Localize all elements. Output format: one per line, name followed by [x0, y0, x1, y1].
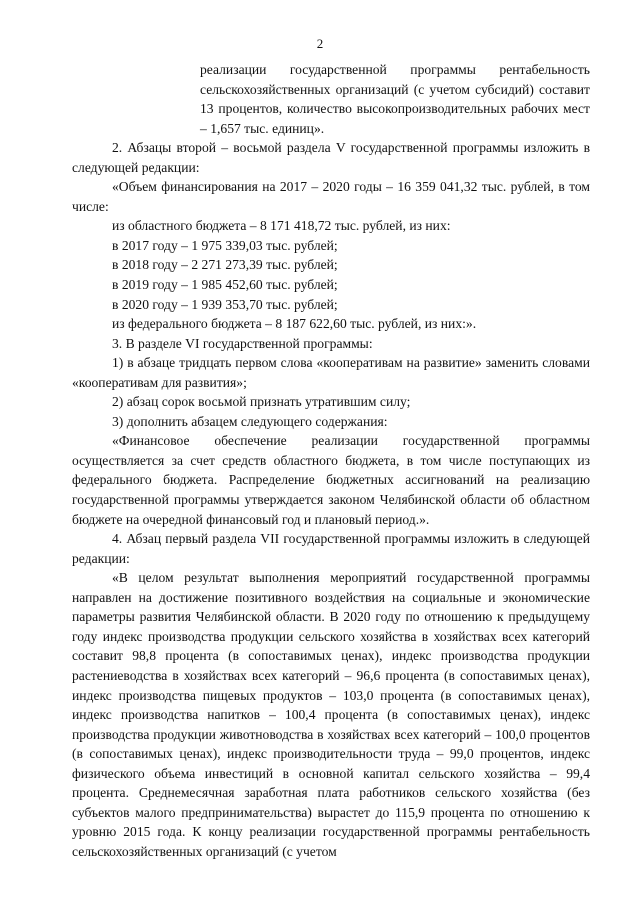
paragraph-year-2018: в 2018 году – 2 271 273,39 тыс. рублей;	[112, 257, 338, 273]
paragraph-continuation: реализации государственной программы рентабельность сельскохозяйственных организаций (с учетом субсидий) составит 13 процентов, количество высокопроизводительных рабочих мест – 1,657 тыс. единиц».	[200, 62, 590, 136]
paragraph-federal-budget: из федерального бюджета – 8 187 622,60 тыс. рублей, из них:».	[112, 316, 477, 332]
paragraph-item-3-2: 2) абзац сорок восьмой признать утратившим силу;	[112, 394, 411, 410]
paragraph-year-2017: в 2017 году – 1 975 339,03 тыс. рублей;	[112, 237, 338, 253]
paragraph-item-3-3: 3) дополнить абзацем следующего содержания:	[112, 413, 388, 429]
paragraph-item-3-1: 1) в абзаце тридцать первом слова «кооперативам на развитие» заменить словами «кооперативам для развития»;	[72, 355, 590, 390]
paragraph-year-2019: в 2019 году – 1 985 452,60 тыс. рублей;	[112, 277, 338, 293]
paragraph-regional-budget: из областного бюджета – 8 171 418,72 тыс. рублей, из них:	[112, 218, 451, 234]
paragraph-financial-support: «Финансовое обеспечение реализации государственной программы осуществляется за счет средств областного бюджета, в том числе поступающих из федерального бюджета. Распределение бюджетных ассигнований на реализацию государственной программы утверждается законом Челябинской области об областном бюджете на очередной финансовый год и плановый период.».	[72, 433, 590, 527]
paragraph-year-2020: в 2020 году – 1 939 353,70 тыс. рублей;	[112, 296, 338, 312]
paragraph-item-3: 3. В разделе VI государственной программы:	[112, 335, 373, 351]
document-body	[72, 60, 590, 861]
paragraph-results: «В целом результат выполнения мероприятий государственной программы направлен на достижение позитивного воздействия на социальные и экономические параметры развития Челябинской области. В 2020 году по отношению к предыдущему году индекс производства продукции сельского хозяйства в хозяйствах всех категорий составит 98,8 процента (в сопоставимых ценах), индекс производства продукции растениеводства в хозяйствах всех категорий – 96,6 процента (в сопоставимых ценах), индекс производства пищевых продуктов – 103,0 процента (в сопоставимых ценах), индекс производства напитков – 100,4 процента (в сопоставимых ценах), индекс производства продукции животноводства в хозяйствах всех категорий – 100,0 процентов (в сопоставимых ценах), индекс производительности труда – 99,0 процентов, индекс физического объема инвестиций в основной капитал сельского хозяйства – 99,4 процента. Среднемесячная заработная плата работников сельского хозяйства (без субъектов малого предпринимательства) вырастет до 115,9 процента по отношению к уровню 2015 года. К концу реализации государственной программы рентабельность сельскохозяйственных организаций (с учетом	[72, 570, 590, 859]
paragraph-financing-total: «Объем финансирования на 2017 – 2020 годы – 16 359 041,32 тыс. рублей, в том числе:	[72, 179, 590, 214]
page-number: 2	[316, 36, 324, 51]
paragraph-item-4: 4. Абзац первый раздела VII государственной программы изложить в следующей редакции:	[72, 531, 590, 566]
paragraph-item-2: 2. Абзацы второй – восьмой раздела V государственной программы изложить в следующей редакции:	[72, 140, 590, 175]
